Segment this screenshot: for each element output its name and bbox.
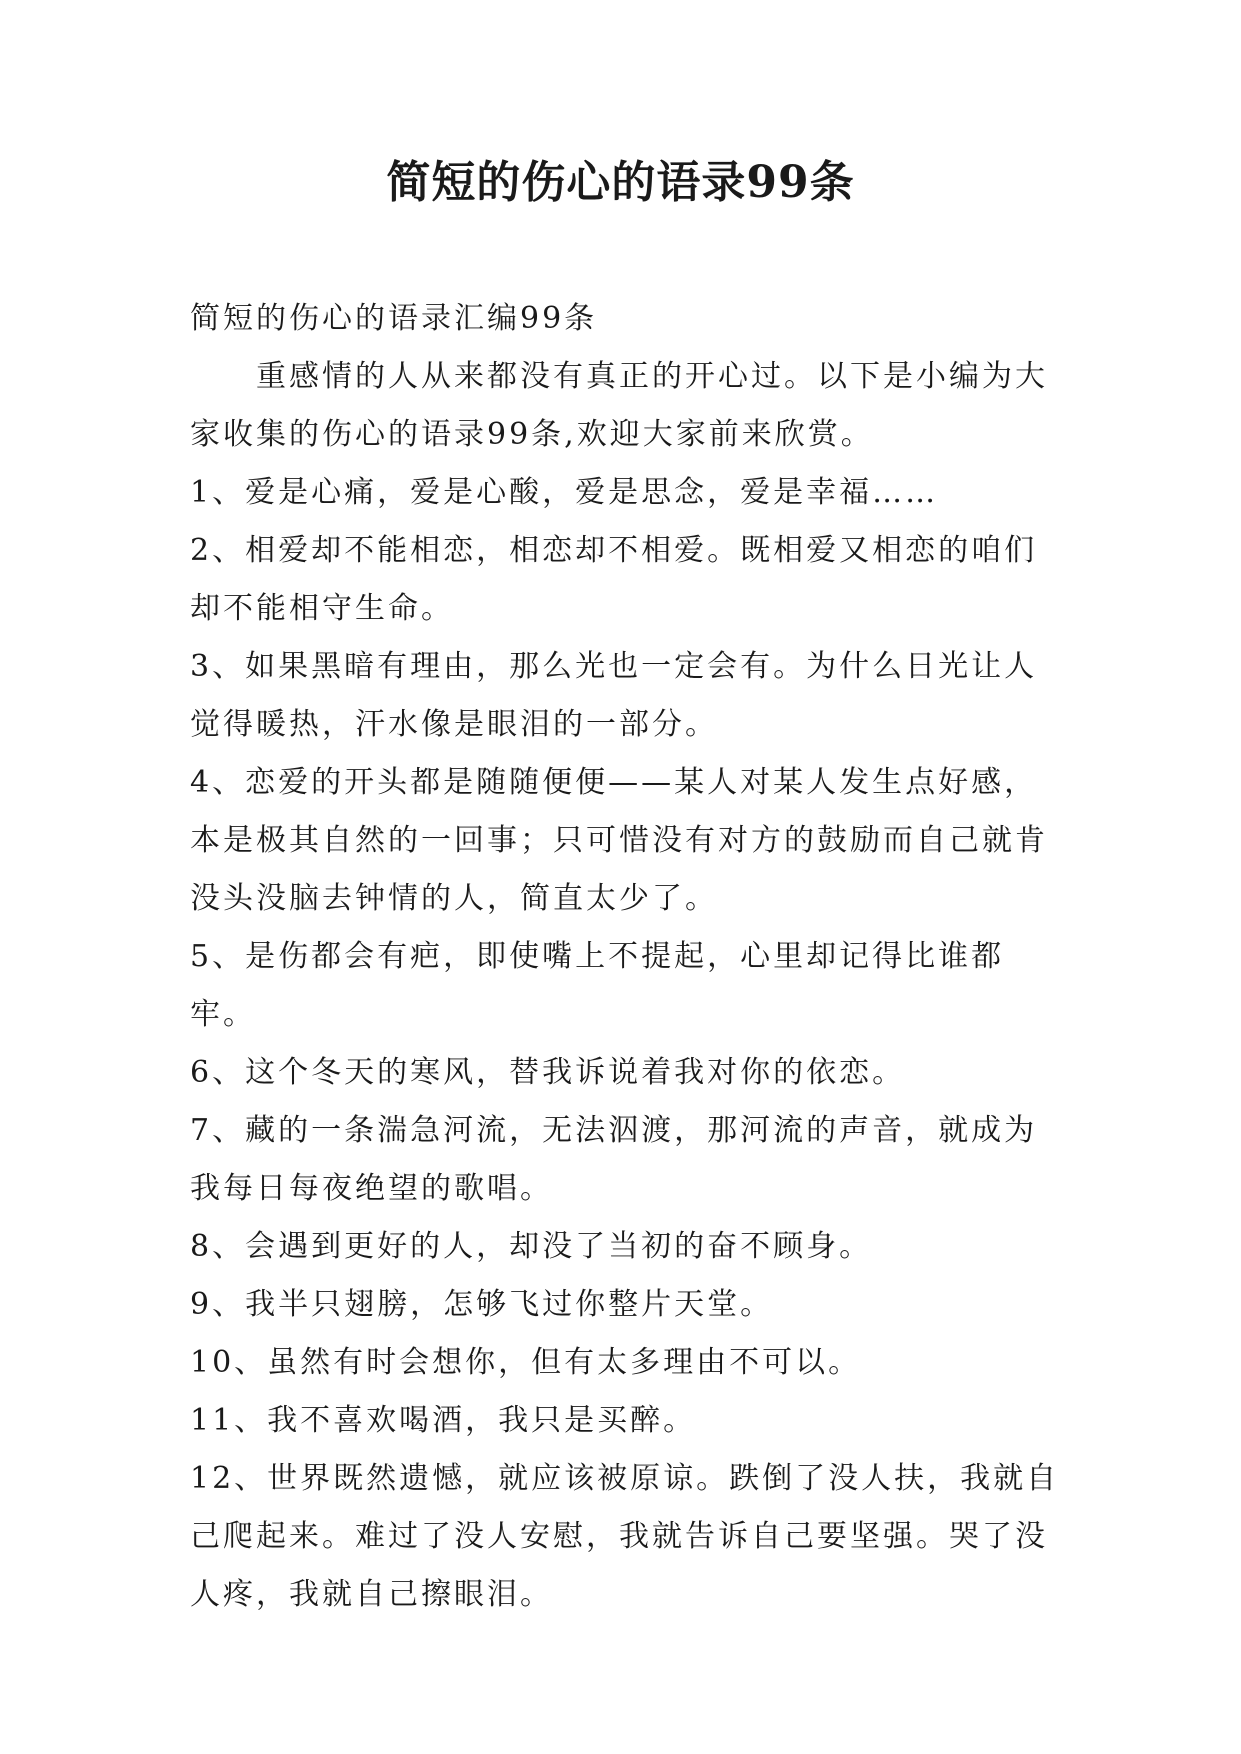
list-item: 2、相爱却不能相恋，相恋却不相爱。既相爱又相恋的咱们 却不能相守生命。 — [190, 533, 1038, 626]
list-item: 5、是伤都会有疤，即使嘴上不提起，心里却记得比谁都牢。 — [190, 939, 1005, 1032]
subtitle: 简短的伤心的语录汇编99条 — [190, 301, 598, 336]
list-item: 1、爱是心痛，爱是心酸，爱是思念，爱是幸福…… — [190, 475, 939, 510]
list-item: 9、我半只翅膀，怎够飞过你整片天堂。 — [190, 1287, 774, 1322]
page-title: 简短的伤心的语录99条 — [386, 157, 855, 208]
list-item: 10、虽然有时会想你，但有太多理由不可以。 — [190, 1345, 862, 1380]
list-item: 6、这个冬天的寒风，替我诉说着我对你的依恋。 — [190, 1055, 906, 1090]
document-body — [190, 290, 1070, 1624]
list-item: 12、世界既然遗憾，就应该被原谅。跌倒了没人扶，我就自 己爬起来。难过了没人安慰，我就告诉自己要坚强。哭了没 人疼，我就自己擦眼泪。 — [190, 1461, 1060, 1612]
intro-paragraph: 重感情的人从来都没有真正的开心过。以下是小编为大 家收集的伤心的语录99条,欢迎大家前来欣赏。 — [190, 359, 1048, 452]
list-item: 7、藏的一条湍急河流，无法泅渡，那河流的声音，就成为 我每日每夜绝望的歌唱。 — [190, 1113, 1038, 1206]
list-item: 8、会遇到更好的人，却没了当初的奋不顾身。 — [190, 1229, 873, 1264]
list-item: 11、我不喜欢喝酒，我只是买醉。 — [190, 1403, 697, 1438]
list-item: 3、如果黑暗有理由，那么光也一定会有。为什么日光让人 觉得暖热，汗水像是眼泪的一部分。 — [190, 649, 1038, 742]
list-item: 4、恋爱的开头都是随随便便——某人对某人发生点好感， 本是极其自然的一回事；只可惜没有对方的鼓励而自己就肯 没头没脑去钟情的人，简直太少了。 — [190, 765, 1048, 916]
